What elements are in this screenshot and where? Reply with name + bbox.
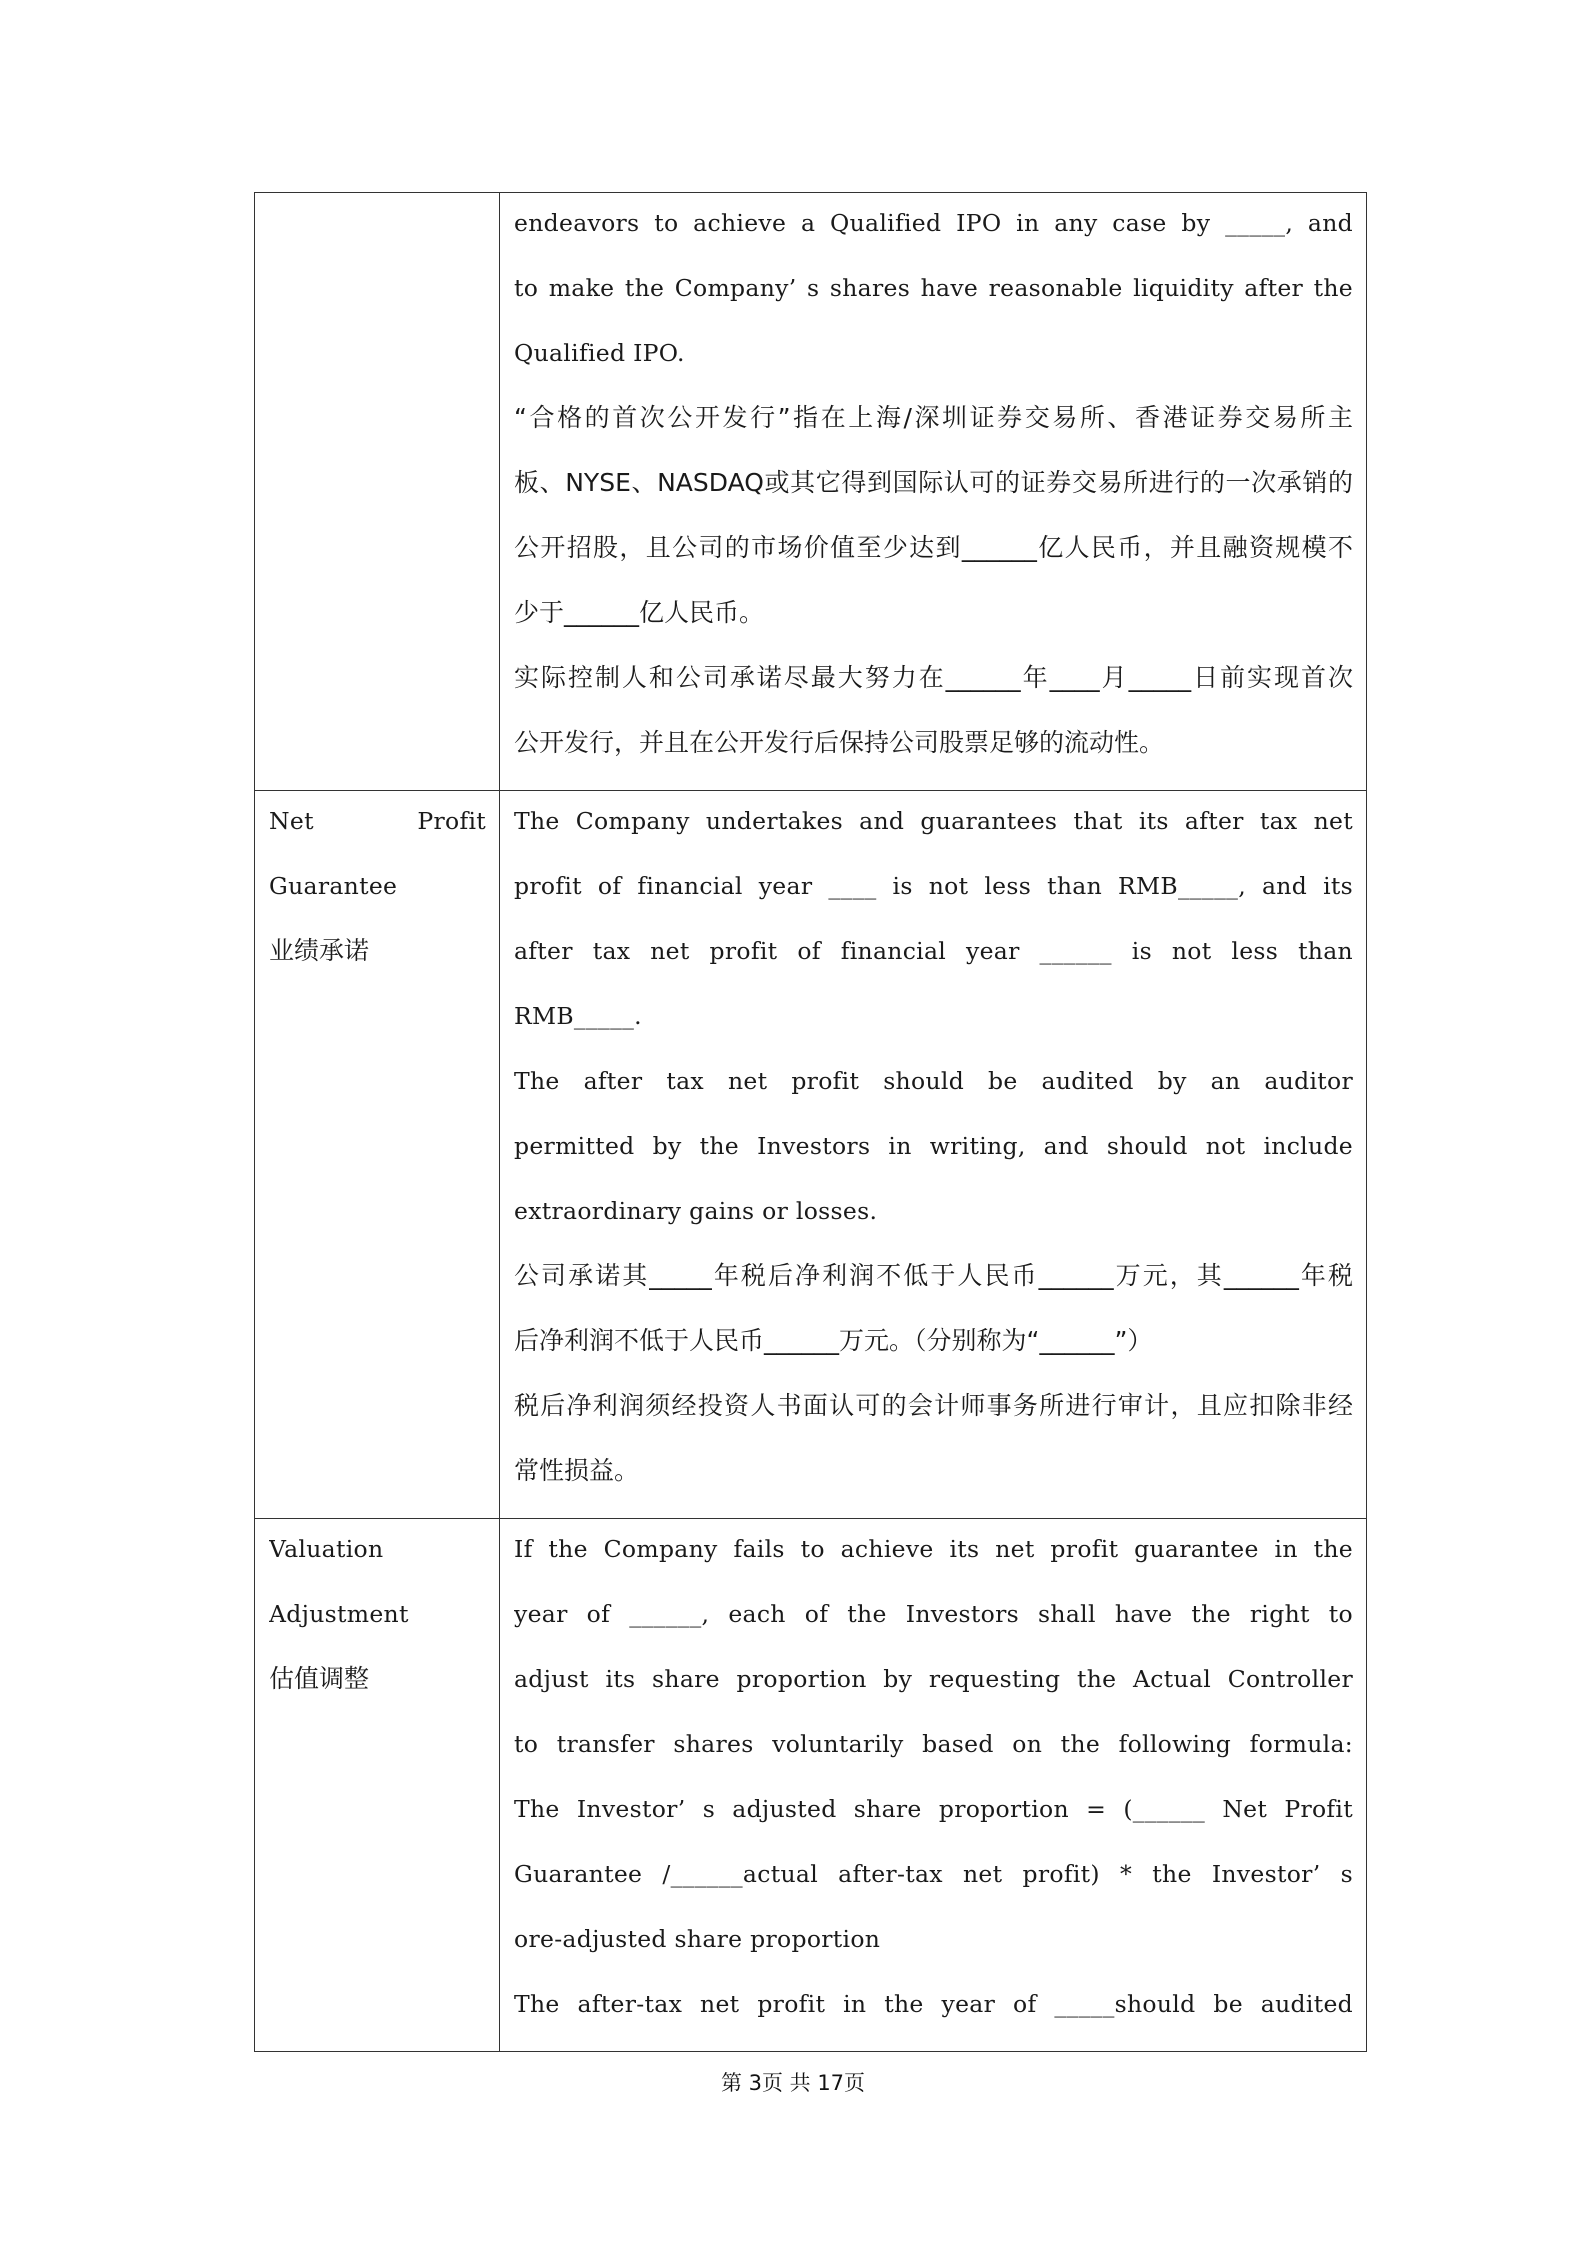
paragraph-line: 实际控制人和公司承诺尽最大努力在______年____月_____日前实现首次: [514, 663, 1353, 692]
paragraph-line: 板、NYSE、NASDAQ或其它得到国际认可的证券交易所进行的一次承销的: [514, 468, 1353, 497]
paragraph-line: The after-tax net profit in the year of _____should be audited: [514, 1990, 1353, 2018]
paragraph-line: 税后净利润须经投资人书面认可的会计师事务所进行审计，且应扣除非经: [514, 1391, 1353, 1420]
row-label-cell: [255, 791, 500, 1519]
row-label-line: Guarantee: [269, 872, 398, 900]
paragraph-line: after tax net profit of financial year ______ is not less than: [514, 937, 1353, 965]
paragraph-line: year of ______, each of the Investors shall have the right to: [514, 1600, 1353, 1628]
row-label-cell: [255, 193, 500, 791]
row-label-lines: [255, 791, 499, 998]
paragraph-line: profit of financial year ____ is not less than RMB_____, and its: [514, 872, 1353, 900]
row-label-lines: [255, 193, 499, 205]
paragraph-line: 公开发行，并且在公开发行后保持公司股票足够的流动性。: [514, 728, 1165, 757]
page-number-footer: 第 3页 共 17页: [720, 2071, 866, 2095]
paragraph-line: “合格的首次公开发行”指在上海/深圳证券交易所、香港证券交易所主: [514, 403, 1353, 432]
row-label-line: 估值调整: [269, 1664, 370, 1693]
paragraph-line: The Investor’ s adjusted share proportion = (______ Net Profit: [514, 1795, 1353, 1823]
paragraph-line: The Company undertakes and guarantees that its after tax net: [514, 807, 1353, 835]
paragraph-line: Qualified IPO.: [514, 339, 685, 367]
table-row-valuation-adjustment: [255, 1519, 1367, 2052]
paragraph-line: to make the Company’ s shares have reasonable liquidity after the: [514, 274, 1353, 302]
row-content-cell: [500, 791, 1367, 1519]
paragraph-line: adjust its share proportion by requesting the Actual Controller: [514, 1665, 1353, 1693]
row-content-cell: [500, 193, 1367, 791]
paragraph-line: 公开招股，且公司的市场价值至少达到______亿人民币，并且融资规模不: [514, 533, 1353, 562]
table-row-net-profit-guarantee: [255, 791, 1367, 1519]
paragraph-line: 公司承诺其_____年税后净利润不低于人民币______万元，其______年税: [514, 1261, 1353, 1290]
paragraph-line: Guarantee /______actual after-tax net profit) * the Investor’ s: [514, 1860, 1353, 1888]
row-label-cell: [255, 1519, 500, 2052]
paragraph-line: 少于______亿人民币。: [514, 598, 765, 627]
row-content-lines: [500, 1519, 1366, 2051]
paragraph-line: endeavors to achieve a Qualified IPO in any case by _____, and: [514, 209, 1353, 237]
paragraph-line: RMB_____.: [514, 1002, 642, 1030]
paragraph-line: The after tax net profit should be audited by an auditor: [514, 1067, 1353, 1095]
row-label-lines: [255, 1519, 499, 1726]
paragraph-line: to transfer shares voluntarily based on the following formula:: [514, 1730, 1353, 1758]
paragraph-line: 后净利润不低于人民币______万元。（分别称为“______”）: [514, 1326, 1153, 1355]
paragraph-line: extraordinary gains or losses.: [514, 1197, 878, 1225]
row-content-lines: [500, 791, 1366, 1518]
paragraph-line: 常性损益。: [514, 1456, 640, 1485]
row-label-line: Adjustment: [269, 1600, 409, 1628]
paragraph-line: If the Company fails to achieve its net profit guarantee in the: [514, 1535, 1353, 1563]
paragraph-line: ore-adjusted share proportion: [514, 1925, 881, 1953]
row-label-line: Valuation: [269, 1535, 384, 1563]
row-content-cell: [500, 1519, 1367, 2052]
row-content-lines: [500, 193, 1366, 790]
table-row-ipo: [255, 193, 1367, 791]
paragraph-line: permitted by the Investors in writing, and should not include: [514, 1132, 1353, 1160]
row-label-line: 业绩承诺: [269, 936, 370, 965]
row-label-line: Net Profit: [269, 807, 486, 835]
terms-table: [254, 192, 1367, 2052]
